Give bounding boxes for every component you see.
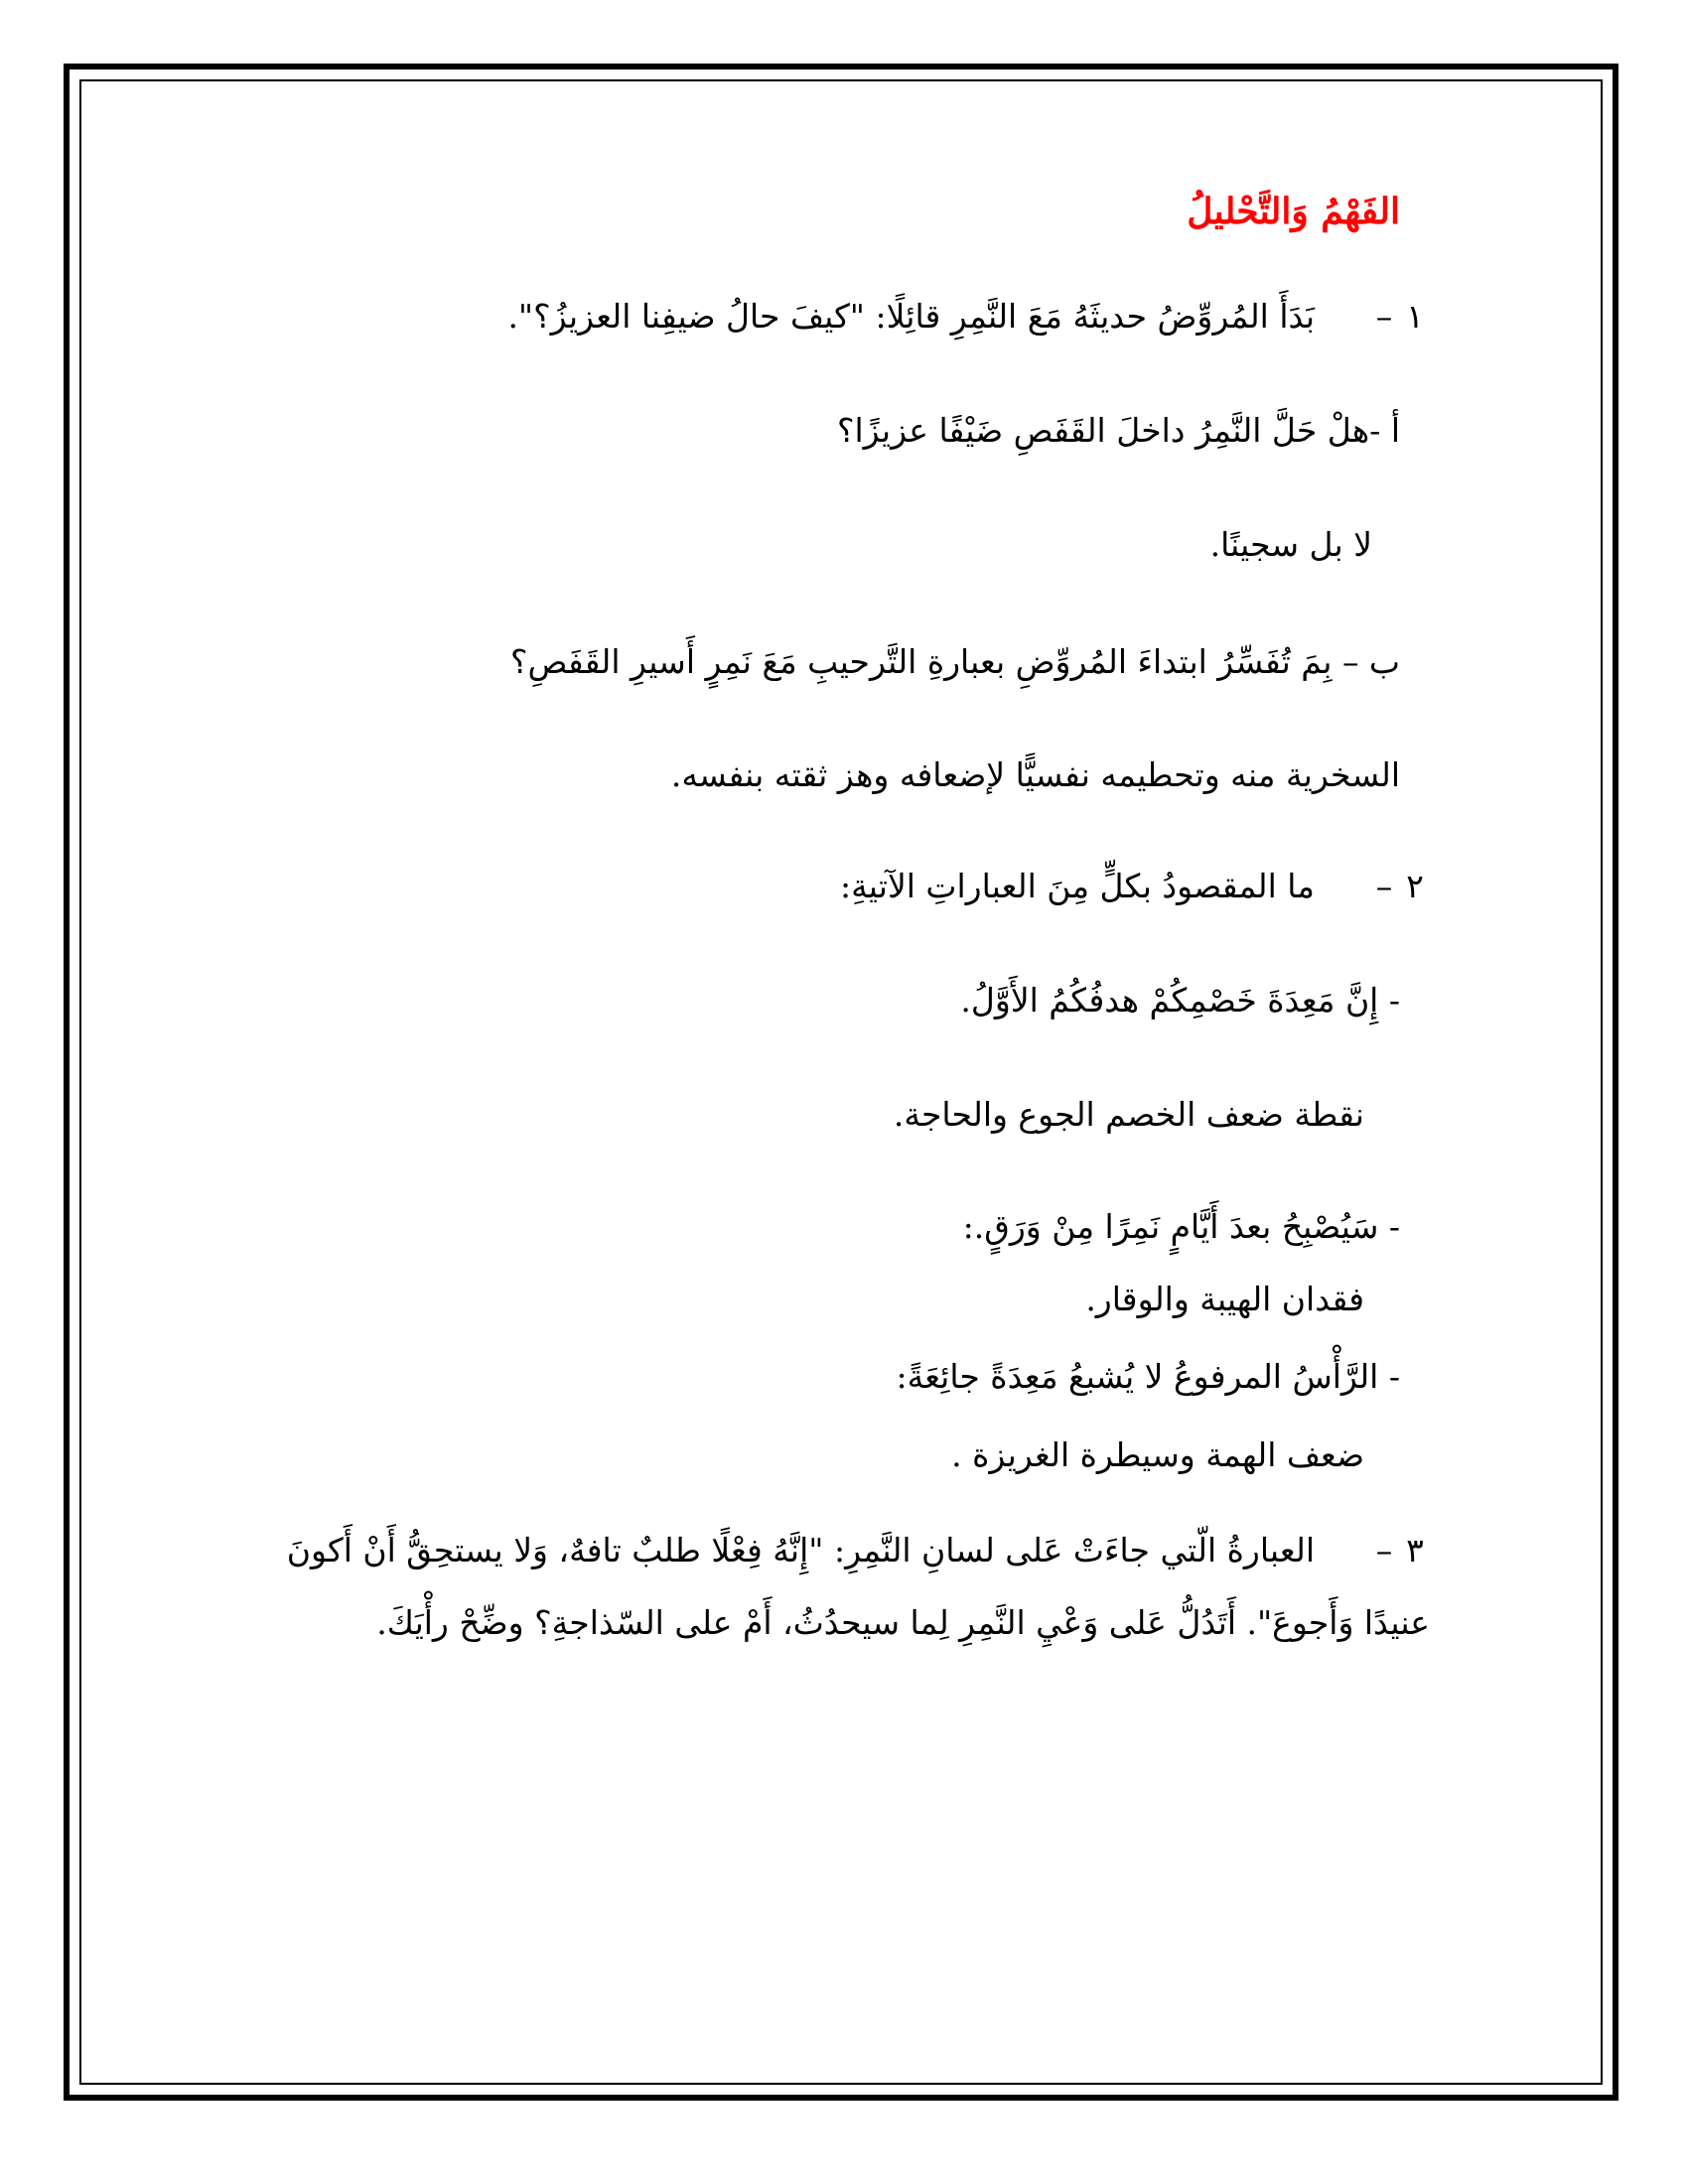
question-1a: أ -هلْ حَلَّ النَّمِرُ داخلَ القَفَصِ ضَيْفًا عزيزًا؟ <box>837 411 1400 450</box>
question-2-item-2: - سَيُصْبِحُ بعدَ أَيَّامٍ نَمِرًا مِنْ وَرَقٍ.: <box>962 1207 1400 1246</box>
question-2-number: ٢ <box>1406 867 1424 905</box>
question-1-dash: – <box>1375 297 1393 336</box>
question-1-text: بَدَأَ المُروِّضُ حديثَهُ مَعَ النَّمِرِ قائِلًا: "كيفَ حالُ ضيفِنا العزيزُ؟". <box>507 297 1315 336</box>
question-2 <box>840 866 1430 908</box>
question-2-item-1: - إِنَّ مَعِدَةَ خَصْمِكُمْ هدفُكُمُ الأَوَّلُ. <box>960 981 1400 1020</box>
question-1b: ب – بِمَ تُفَسِّرُ ابتداءَ المُروِّضِ بعبارةِ التَّرحيبِ مَعَ نَمِرٍ أَسيرِ القَفَصِ؟ <box>509 642 1400 681</box>
question-2-text: ما المقصودُ بكلٍّ مِنَ العباراتِ الآتيةِ: <box>839 867 1315 905</box>
question-1-number: ١ <box>1406 297 1424 336</box>
question-2-item-1-answer: نقطة ضعف الخصم الجوع والحاجة. <box>893 1095 1364 1134</box>
question-1a-answer: لا بل سجينًا. <box>1209 525 1372 564</box>
question-2-dash: – <box>1375 867 1393 905</box>
question-2-item-3-answer: ضعف الهمة وسيطرة الغريزة . <box>951 1435 1364 1474</box>
question-2-item-3: - الرَّأْسُ المرفوعُ لا يُشبعُ مَعِدَةً جائِعَةً: <box>896 1357 1400 1396</box>
section-heading: الفَهْمُ وَالتَّحْليلُ <box>1187 191 1400 232</box>
question-3-dash: – <box>1375 1531 1393 1570</box>
question-1 <box>507 296 1430 339</box>
question-3-text: العبارةُ الّتي جاءَتْ عَلى لسانِ النَّمِرِ: "إِنَّهُ فِعْلًا طلبٌ تافهٌ، وَلا يستحِقُّ أَنْ أَكونَ عنيدًا وَأَجوعَ". أَتَدُلُّ عَلى وَعْيِ النَّمِرِ لِما سيحدُثُ، أَمْ على السّذاجةِ؟ وضِّحْ رأْيَكَ. <box>286 1531 1430 1642</box>
question-3-number: ٣ <box>1406 1531 1424 1570</box>
question-1b-answer: السخرية منه وتحطيمه نفسيًّا لإضعافه وهز ثقته بنفسه. <box>670 755 1400 794</box>
question-2-item-2-answer: فقدان الهيبة والوقار. <box>1085 1280 1364 1318</box>
question-3 <box>238 1514 1430 1659</box>
page-border-inner <box>79 79 1603 2085</box>
